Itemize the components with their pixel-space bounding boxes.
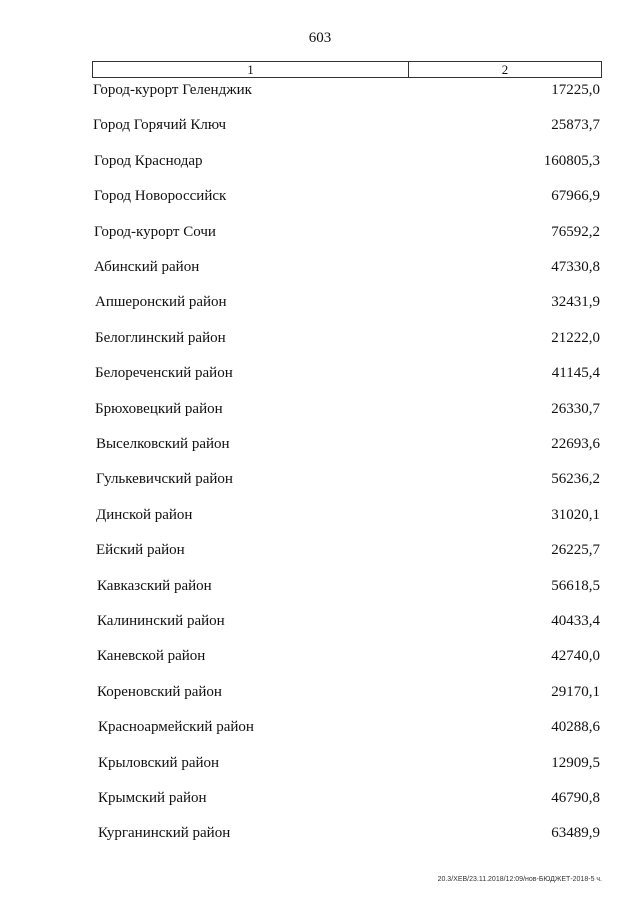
row-name: Белоглинский район [95, 329, 226, 346]
row-value: 26225,7 [551, 542, 600, 559]
row-name: Выселковский район [96, 436, 230, 452]
row-name: Кавказский район [97, 577, 212, 594]
row-value: 32431,9 [551, 294, 600, 311]
table-row [0, 398, 640, 420]
table-row [0, 575, 640, 597]
table-row [0, 327, 640, 349]
row-name: Крымский район [98, 790, 207, 806]
row-value: 76592,2 [551, 223, 600, 240]
row-value: 63489,9 [551, 825, 600, 842]
row-name: Белореченский район [95, 365, 233, 382]
table-row [0, 752, 640, 774]
table-row [0, 79, 640, 101]
row-name: Город Новороссийск [94, 188, 227, 205]
table-row [0, 468, 640, 490]
row-name: Абинский район [94, 259, 200, 275]
row-name: Гулькевичский район [96, 471, 233, 488]
table-row [0, 504, 640, 526]
row-value: 26330,7 [551, 400, 600, 417]
page-number: 603 [308, 30, 332, 46]
row-value: 41145,4 [551, 365, 600, 382]
row-name: Красноармейский район [98, 719, 254, 736]
table-row [0, 716, 640, 738]
row-name: Город-курорт Сочи [94, 223, 216, 240]
table-row [0, 787, 640, 809]
table-row [0, 362, 640, 384]
row-name: Город Краснодар [94, 152, 203, 169]
row-name: Апшеронский район [95, 294, 227, 311]
row-value: 40433,4 [551, 613, 600, 629]
row-value: 47330,8 [551, 259, 600, 275]
table-row [0, 822, 640, 844]
row-name: Кореновский район [97, 683, 222, 700]
table-row [0, 256, 640, 278]
row-name: Динской район [96, 506, 193, 523]
document-footer: 20.3/ХЕВ/23.11.2018/12:09/нов-БЮДЖЕТ-2018-5 ч. [437, 876, 602, 883]
row-value: 67966,9 [551, 188, 600, 205]
row-value: 56236,2 [551, 471, 600, 488]
row-value: 17225,0 [551, 82, 600, 98]
row-value: 25873,7 [551, 117, 600, 134]
row-value: 160805,3 [543, 152, 600, 169]
row-value: 29170,1 [551, 683, 600, 700]
row-name: Ейский район [96, 542, 185, 559]
column-header-2: 2 [501, 62, 509, 77]
table-row [0, 433, 640, 455]
row-value: 40288,6 [551, 719, 600, 736]
table-row [0, 681, 640, 703]
table-row [0, 539, 640, 561]
table-header [92, 61, 602, 78]
row-value: 46790,8 [551, 790, 600, 806]
row-value: 56618,5 [551, 577, 600, 594]
row-name: Курганинский район [98, 825, 231, 842]
row-value: 21222,0 [551, 329, 600, 346]
table-row [0, 185, 640, 207]
table-row [0, 221, 640, 243]
table-row [0, 291, 640, 313]
row-value: 12909,5 [551, 754, 600, 771]
row-value: 42740,0 [551, 648, 600, 665]
row-name: Крыловский район [98, 754, 220, 771]
table-row [0, 150, 640, 172]
row-name: Брюховецкий район [95, 400, 223, 417]
row-name: Город-курорт Геленджик [93, 82, 252, 98]
column-header-1: 1 [93, 62, 409, 77]
table-row [0, 114, 640, 136]
table-row [0, 610, 640, 632]
row-name: Калининский район [97, 613, 225, 629]
row-name: Каневской район [97, 648, 206, 665]
row-value: 31020,1 [551, 506, 600, 523]
row-value: 22693,6 [551, 436, 600, 452]
row-name: Город Горячий Ключ [93, 117, 227, 134]
table-row [0, 645, 640, 667]
